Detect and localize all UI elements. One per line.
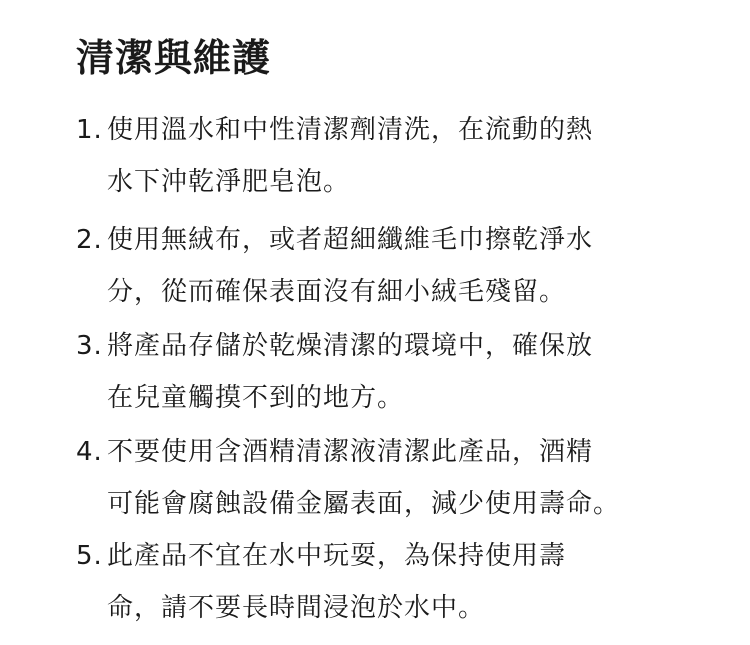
list-item-text: 使用溫水和中性清潔劑清洗，在流動的熱 bbox=[107, 115, 594, 145]
list-item-number: 3. bbox=[76, 331, 103, 361]
list-item-text-continued: 可能會腐蝕設備金屬表面，減少使用壽命。 bbox=[107, 489, 621, 519]
list-item bbox=[76, 530, 696, 634]
list-item bbox=[76, 104, 696, 208]
list-item-number: 5. bbox=[76, 541, 103, 571]
list-item-line bbox=[76, 104, 696, 156]
list-item-number: 4. bbox=[76, 437, 103, 467]
list-item-text-continued: 分，從而確保表面沒有細小絨毛殘留。 bbox=[107, 277, 567, 307]
list-item-line bbox=[76, 530, 696, 582]
list-item-text: 使用無絨布，或者超細纖維毛巾擦乾淨水 bbox=[107, 225, 594, 255]
list-item-line bbox=[76, 214, 696, 266]
page-title: 清潔與維護 bbox=[76, 36, 272, 80]
list-item-text: 將產品存儲於乾燥清潔的環境中，確保放 bbox=[107, 331, 594, 361]
list-item-text: 此產品不宜在水中玩耍，為保持使用壽 bbox=[107, 541, 567, 571]
list-item bbox=[76, 426, 696, 530]
list-item-text-continued: 在兒童觸摸不到的地方。 bbox=[107, 383, 405, 413]
list-item-line bbox=[76, 426, 696, 478]
list-item-number: 1. bbox=[76, 115, 103, 145]
list-item-text: 不要使用含酒精清潔液清潔此產品，酒精 bbox=[107, 437, 594, 467]
list-item bbox=[76, 214, 696, 318]
list-item bbox=[76, 320, 696, 424]
list-item-text-continued: 水下沖乾淨肥皂泡。 bbox=[107, 167, 351, 197]
list-item-number: 2. bbox=[76, 225, 103, 255]
list-item-line bbox=[76, 320, 696, 372]
list-item-text-continued: 命，請不要長時間浸泡於水中。 bbox=[107, 593, 486, 623]
